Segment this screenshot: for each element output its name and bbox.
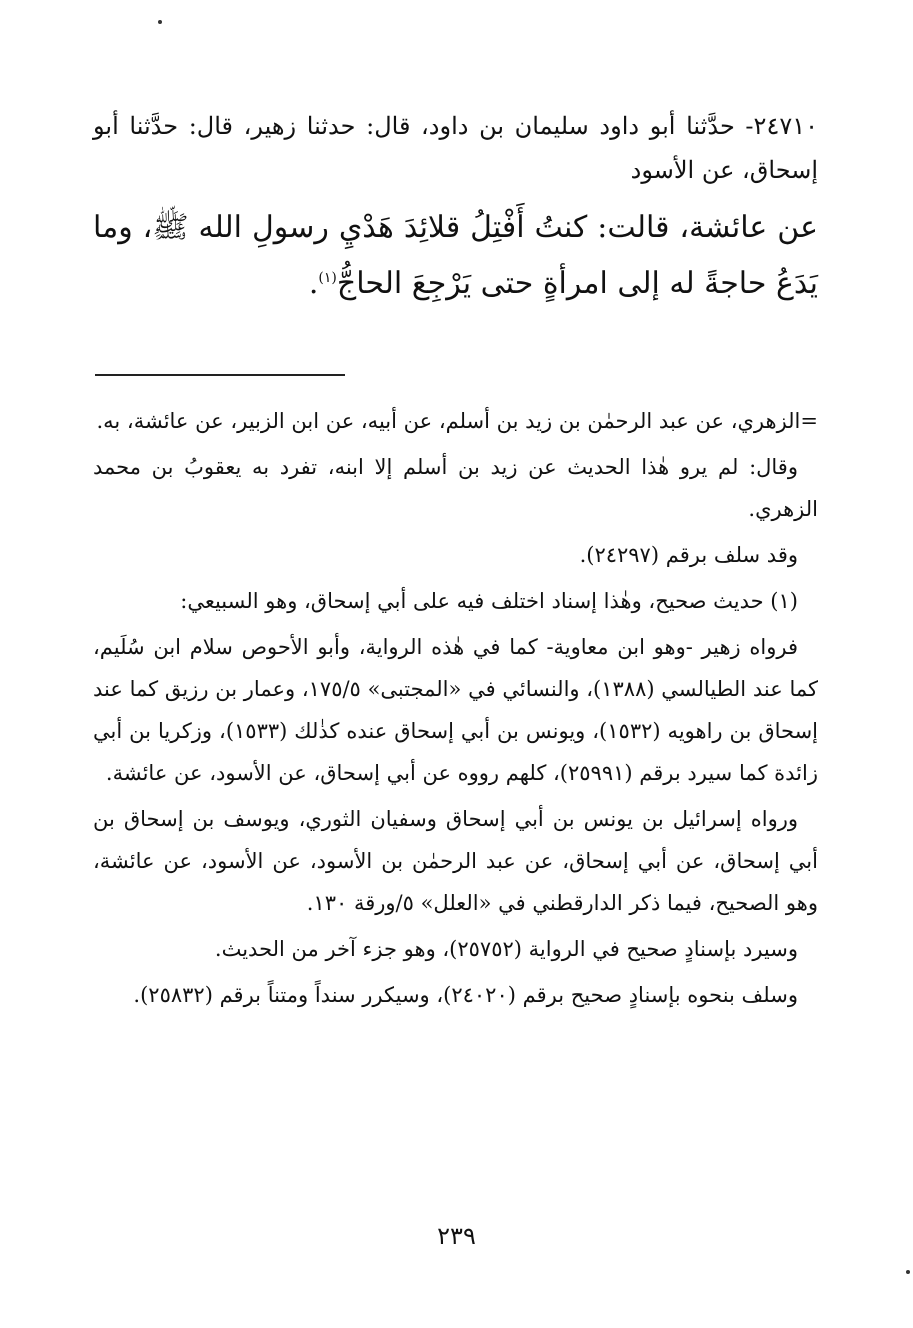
scan-speck: [158, 20, 162, 24]
page-number: ٢٣٩: [437, 1222, 476, 1250]
footnote-paragraph: ورواه إسرائيل بن يونس بن أبي إسحاق وسفيان الثوري، ويوسف بن إسحاق بن أبي إسحاق، عن أبي إسحاق، عن عبد الرحمٰن بن الأسود، عن الأسود، عن عائشة، وهو الصحيح، فيما ذكر الدارقطني في «العلل» ٥/ورقة ١٣٠.: [93, 807, 818, 915]
hadith-end-mark: .: [308, 266, 319, 301]
hadith-chain: [93, 104, 818, 192]
hadith-matn-paragraph: [93, 200, 818, 312]
footnote-paragraph: وسلف بنحوه بإسنادٍ صحيح برقم (٢٤٠٢٠)، وسيكرر سنداً ومتناً برقم (٢٥٨٣٢).: [133, 983, 798, 1007]
footnote-reference: (١): [318, 270, 337, 286]
scan-speck: [906, 1270, 910, 1274]
footnotes-section: [93, 400, 818, 1020]
footnote-paragraph: وقال: لم يرو هٰذا الحديث عن زيد بن أسلم إلا ابنه، تفرد به يعقوبُ بن محمد الزهري.: [93, 455, 818, 521]
footnote-paragraph: وسيرد بإسنادٍ صحيح في الرواية (٢٥٧٥٢)، وهو جزء آخر من الحديث.: [214, 937, 798, 961]
hadith-matn: [93, 200, 818, 312]
footnote-paragraph: فرواه زهير -وهو ابن معاوية- كما في هٰذه الرواية، وأبو الأحوص سلام ابن سُلَيم، كما عند الطيالسي (١٣٨٨)، والنسائي في «المجتبى» ١٧٥/٥، وعمار بن رزيق كما عند إسحاق بن راهويه (١٥٣٢)، ويونس بن أبي إسحاق عنده كذٰلك (١٥٣٣)، وزكريا بن أبي زائدة كما سيرد برقم (٢٥٩٩١)، كلهم رووه عن أبي إسحاق، عن الأسود، عن عائشة.: [93, 635, 819, 785]
footnote-separator: [95, 374, 345, 376]
hadith-chain-line: ٢٤٧١٠- حدَّثنا أبو داود سليمان بن داود، قال: حدثنا زهير، قال: حدَّثنا أبو إسحاق، عن الأسود: [93, 112, 818, 184]
footnote-paragraph: وقد سلف برقم (٢٤٢٩٧).: [579, 543, 798, 567]
hadith-matn-text: عن عائشة، قالت: كنتُ أَفْتِلُ قلائِدَ هَدْيِ رسولِ الله ﷺ، وما يَدَعُ حاجةً له إلى امرأةٍ حتى يَرْجِعَ الحاجُّ: [93, 210, 818, 301]
footnote-paragraph: (١) حديث صحيح، وهٰذا إسناد اختلف فيه على أبي إسحاق، وهو السبيعي:: [180, 589, 798, 613]
footnote-paragraph: =الزهري، عن عبد الرحمٰن بن زيد بن أسلم، عن أبيه، عن ابن الزبير، عن عائشة، به.: [96, 409, 818, 433]
